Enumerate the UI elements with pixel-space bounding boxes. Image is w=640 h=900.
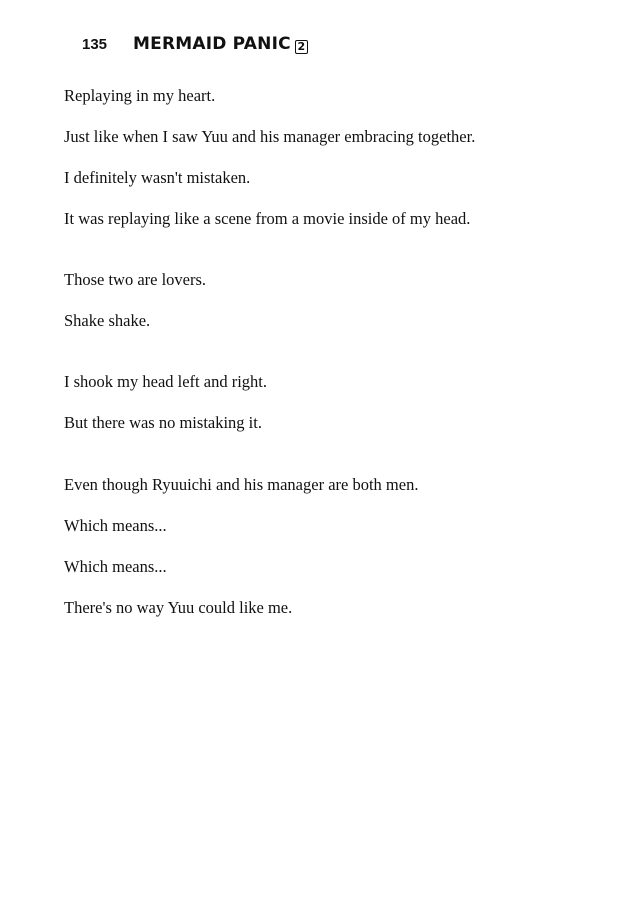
text-line: Which means... <box>64 516 167 535</box>
text-line: But there was no mistaking it. <box>64 413 262 432</box>
text-line: I definitely wasn't mistaken. <box>64 168 251 187</box>
text-line: Which means... <box>64 557 167 576</box>
text-line: Even though Ryuuichi and his manager are both men. <box>64 475 419 494</box>
text-line: Shake shake. <box>64 311 151 330</box>
volume-number-badge: 2 <box>295 40 308 54</box>
text-line: I shook my head left and right. <box>64 372 267 391</box>
text-line: There's no way Yuu could like me. <box>64 598 293 617</box>
text-line: Just like when I saw Yuu and his manager embracing together. <box>64 127 476 146</box>
page-header <box>82 34 308 54</box>
text-line: Those two are lovers. <box>64 270 207 289</box>
text-line: Replaying in my heart. <box>64 86 216 105</box>
book-title: MERMAID PANIC <box>133 34 291 54</box>
page-number: 135 <box>82 36 108 53</box>
text-line: It was replaying like a scene from a movie inside of my head. <box>64 209 471 228</box>
